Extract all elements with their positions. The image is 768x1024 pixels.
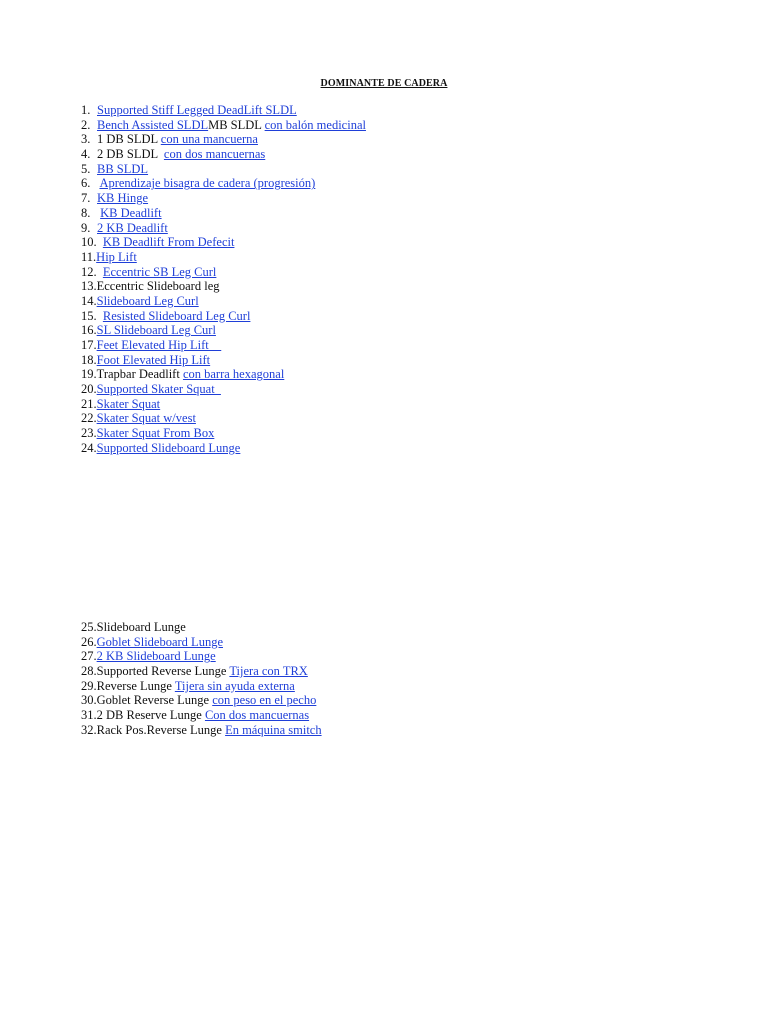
- list-item: [81, 397, 366, 412]
- list-item: [81, 279, 366, 294]
- item-text: Trapbar Deadlift: [96, 367, 183, 382]
- item-number: 9.: [81, 220, 91, 235]
- item-number: 13.: [81, 279, 97, 294]
- list-item: [81, 723, 322, 738]
- exercise-link[interactable]: Supported Stiff Legged DeadLift SLDL: [97, 103, 297, 117]
- list-item: [81, 147, 366, 162]
- item-text: Goblet Reverse Lunge: [96, 693, 213, 708]
- list-item: [81, 649, 322, 664]
- item-number: 10.: [81, 235, 97, 250]
- exercise-link[interactable]: Eccentric SB Leg Curl: [102, 264, 217, 279]
- list-item: [81, 162, 366, 177]
- item-number: 4.: [81, 147, 91, 162]
- exercise-link[interactable]: En máquina smitch: [225, 722, 322, 737]
- item-number: 26.: [81, 634, 97, 649]
- exercise-link[interactable]: KB Deadlift From Defecit: [102, 235, 235, 250]
- exercise-link[interactable]: Foot Elevated Hip Lift: [96, 352, 211, 367]
- exercise-link[interactable]: Hip Lift: [96, 249, 137, 264]
- exercise-link[interactable]: Bench Assisted SLDL: [97, 117, 209, 132]
- item-number: 24.: [81, 440, 97, 455]
- item-number: 28.: [81, 664, 97, 679]
- item-number: 1.: [81, 103, 91, 117]
- exercise-link[interactable]: Skater Squat w/vest: [96, 411, 196, 426]
- exercise-list-part-2: [81, 620, 322, 738]
- item-text: Supported Reverse Lunge: [96, 664, 230, 679]
- item-text: 2 DB SLDL: [97, 147, 164, 162]
- exercise-link[interactable]: Skater Squat: [96, 396, 161, 411]
- list-item: [81, 265, 366, 280]
- item-text: 2 DB Reserve Lunge: [96, 708, 205, 723]
- item-number: 30.: [81, 693, 97, 708]
- item-number: 23.: [81, 426, 97, 441]
- list-item: [81, 309, 366, 324]
- item-number: 6.: [81, 176, 91, 191]
- exercise-link[interactable]: con una mancuerna: [160, 132, 258, 147]
- list-item: [81, 323, 366, 338]
- list-item: [81, 206, 366, 221]
- item-text-after: MB SLDL: [208, 117, 265, 132]
- exercise-link[interactable]: con barra hexagonal: [182, 367, 285, 382]
- list-item: [81, 664, 322, 679]
- list-item: [81, 353, 366, 368]
- list-item: [81, 426, 366, 441]
- item-number: 22.: [81, 411, 97, 426]
- exercise-link[interactable]: Resisted Slideboard Leg Curl: [102, 308, 251, 323]
- item-number: 31.: [81, 708, 97, 723]
- item-number: 14.: [81, 293, 97, 308]
- exercise-link[interactable]: Skater Squat From Box: [96, 426, 215, 441]
- list-item: [81, 294, 366, 309]
- page-title: DOMINANTE DE CADERA: [320, 78, 448, 89]
- list-item: [81, 103, 366, 118]
- exercise-link[interactable]: 2 KB Deadlift: [97, 220, 168, 235]
- list-item: [81, 132, 366, 147]
- item-number: 27.: [81, 649, 97, 664]
- item-number: 32.: [81, 722, 97, 737]
- exercise-link[interactable]: KB Deadlift: [100, 205, 162, 220]
- item-text: 1 DB SLDL: [97, 132, 161, 147]
- exercise-link[interactable]: con peso en el pecho: [212, 693, 317, 708]
- item-text: Eccentric Slideboard leg: [96, 279, 220, 294]
- item-number: 12.: [81, 264, 97, 279]
- item-number: 18.: [81, 352, 97, 367]
- item-number: 19.: [81, 367, 97, 382]
- exercise-list-part-1: [81, 103, 366, 456]
- item-number: 16.: [81, 323, 97, 338]
- item-number: 7.: [81, 191, 91, 206]
- list-item: [81, 250, 366, 265]
- exercise-link[interactable]: Aprendizaje bisagra de cadera (progresión): [99, 176, 316, 191]
- exercise-link[interactable]: BB SLDL: [97, 161, 149, 176]
- item-number: 8.: [81, 205, 91, 220]
- exercise-link[interactable]: Supported Slideboard Lunge: [96, 440, 241, 455]
- list-item: [81, 635, 322, 650]
- item-text: Rack Pos.Reverse Lunge: [96, 722, 226, 737]
- list-item: [81, 176, 366, 191]
- item-number: 2.: [81, 117, 91, 132]
- item-number: 17.: [81, 338, 97, 352]
- list-item: [81, 118, 366, 133]
- list-item: [81, 693, 322, 708]
- list-item: [81, 191, 366, 206]
- item-number: 3.: [81, 132, 91, 147]
- exercise-link[interactable]: Slideboard Leg Curl: [96, 293, 199, 308]
- exercise-link[interactable]: Goblet Slideboard Lunge: [96, 634, 223, 649]
- list-item: [81, 338, 366, 353]
- exercise-link[interactable]: SL Slideboard Leg Curl: [96, 323, 216, 338]
- list-item: [81, 221, 366, 236]
- item-number: 21.: [81, 396, 97, 411]
- item-text: Reverse Lunge: [96, 678, 175, 693]
- exercise-link[interactable]: Con dos mancuernas: [204, 708, 310, 723]
- exercise-link[interactable]: Tijera sin ayuda externa: [174, 678, 295, 693]
- list-item: [81, 411, 366, 426]
- item-text: Slideboard Lunge: [96, 620, 186, 634]
- item-number: 5.: [81, 161, 91, 176]
- exercise-link[interactable]: KB Hinge: [97, 191, 149, 206]
- item-number: 29.: [81, 678, 97, 693]
- list-item: [81, 382, 366, 397]
- list-item: [81, 620, 322, 635]
- exercise-link[interactable]: Feet Elevated Hip Lift: [96, 338, 222, 352]
- exercise-link[interactable]: con dos mancuernas: [163, 147, 266, 162]
- item-number: 11.: [81, 249, 97, 264]
- exercise-link[interactable]: Supported Skater Squat: [96, 382, 221, 397]
- list-item: [81, 679, 322, 694]
- item-number: 25.: [81, 620, 97, 634]
- exercise-link[interactable]: 2 KB Slideboard Lunge: [96, 649, 216, 664]
- item-number: 20.: [81, 382, 97, 397]
- exercise-link-secondary[interactable]: con balón medicinal: [264, 117, 366, 132]
- list-item: [81, 367, 366, 382]
- list-item: [81, 708, 322, 723]
- exercise-link[interactable]: Tijera con TRX: [229, 664, 308, 679]
- list-item: [81, 235, 366, 250]
- item-number: 15.: [81, 308, 97, 323]
- list-item: [81, 441, 366, 456]
